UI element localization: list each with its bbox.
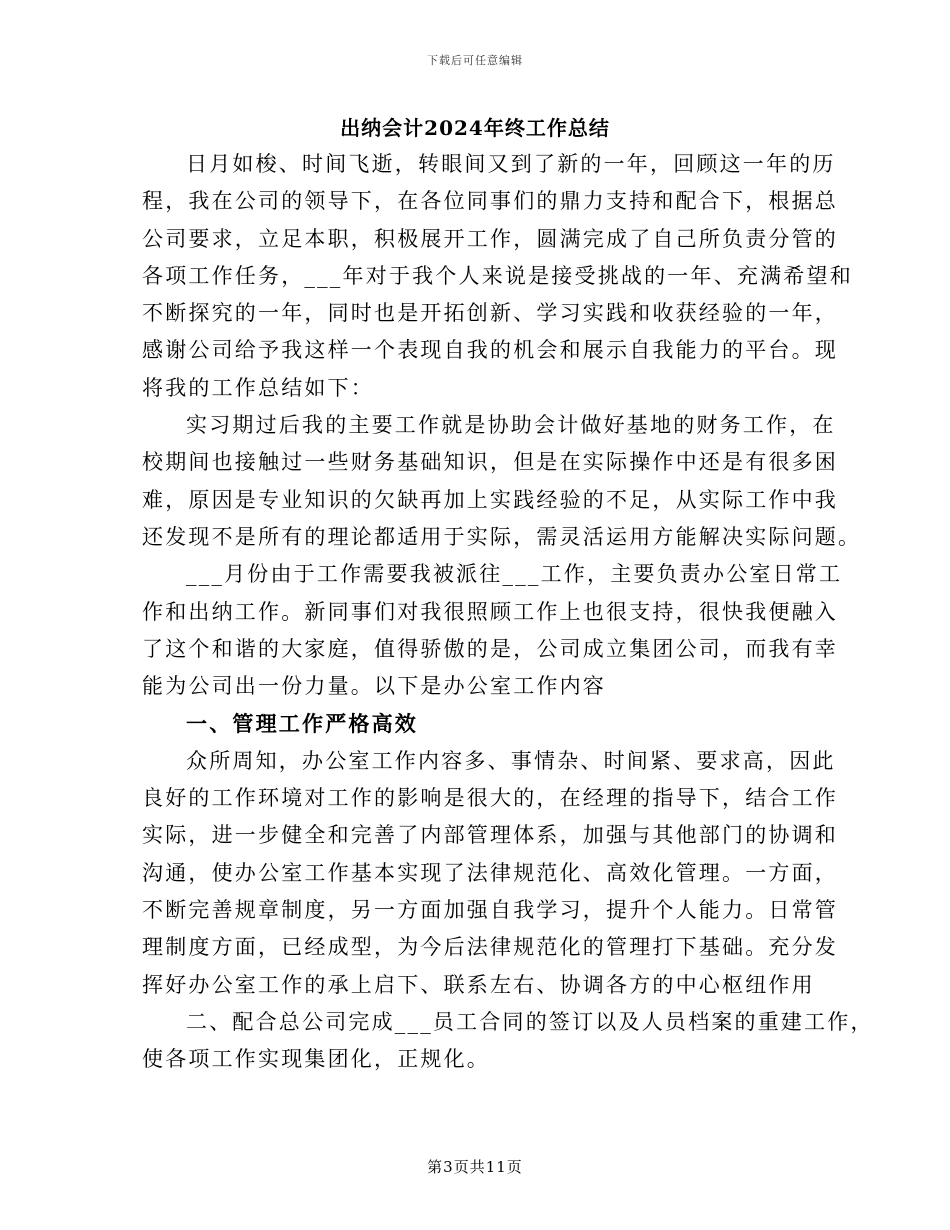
- paragraph-line: 程，我在公司的领导下，在各位同事们的鼎力支持和配合下，根据总: [142, 189, 838, 214]
- section-heading: 一、管理工作严格高效: [186, 711, 418, 737]
- paragraph-line: 将我的工作总结如下：: [142, 375, 374, 400]
- section-heading: 二、配合总公司完成___员工合同的签订以及人员档案的重建工作，: [186, 1009, 874, 1034]
- paragraph-line: 理制度方面，已经成型，为今后法律规范化的管理打下基础。充分发: [142, 935, 838, 960]
- document-title: 出纳会计2024年终工作总结: [340, 116, 610, 140]
- paragraph-line: 了这个和谐的大家庭，值得骄傲的是，公司成立集团公司，而我有幸: [142, 636, 838, 661]
- document-body: [142, 146, 874, 1078]
- paragraph-line: 作和出纳工作。新同事们对我很照顾工作上也很支持，很快我便融入: [142, 599, 838, 624]
- paragraph-line: 各项工作任务，___年对于我个人来说是接受挑战的一年、充满希望和: [142, 263, 853, 288]
- paragraph-line: 良好的工作环境对工作的影响是很大的，在经理的指导下，结合工作: [142, 786, 838, 811]
- paragraph-line: 能为公司出一份力量。以下是办公室工作内容: [142, 674, 606, 699]
- paragraph-line: 挥好办公室工作的承上启下、联系左右、协调各方的中心枢纽作用: [142, 972, 815, 997]
- paragraph-line: 不断探究的一年，同时也是开拓创新、学习实践和收获经验的一年，: [142, 301, 838, 326]
- paragraph-line: 感谢公司给予我这样一个表现自我的机会和展示自我能力的平台。现: [142, 338, 838, 363]
- page-number: 第3页共11页: [427, 1158, 523, 1176]
- paragraph-line: 使各项工作实现集团化，正规化。: [142, 1047, 490, 1072]
- paragraph-line: ___月份由于工作需要我被派往___工作，主要负责办公室日常工: [186, 562, 843, 587]
- page-header: 下载后可任意编辑: [427, 54, 523, 67]
- paragraph-line: 实习期过后我的主要工作就是协助会计做好基地的财务工作，在: [186, 413, 836, 438]
- paragraph-line: 校期间也接触过一些财务基础知识，但是在实际操作中还是有很多困: [142, 450, 838, 475]
- paragraph-line: 日月如梭、时间飞逝，转眼间又到了新的一年，回顾这一年的历: [186, 152, 836, 176]
- paragraph-line: 不断完善规章制度，另一方面加强自我学习，提升个人能力。日常管: [142, 897, 838, 922]
- paragraph-line: 众所周知，办公室工作内容多、事情杂、时间紧、要求高，因此: [186, 748, 836, 773]
- paragraph-line: 实际，进一步健全和完善了内部管理体系，加强与其他部门的协调和: [142, 823, 838, 848]
- paragraph-line: 难，原因是专业知识的欠缺再加上实践经验的不足，从实际工作中我: [142, 487, 838, 512]
- paragraph-line: 公司要求，立足本职，积极展开工作，圆满完成了自己所负责分管的: [142, 226, 838, 251]
- paragraph-line: 还发现不是所有的理论都适用于实际，需灵活运用方能解决实际问题。: [142, 524, 862, 549]
- paragraph-line: 沟通，使办公室工作基本实现了法律规范化、高效化管理。一方面，: [142, 860, 838, 885]
